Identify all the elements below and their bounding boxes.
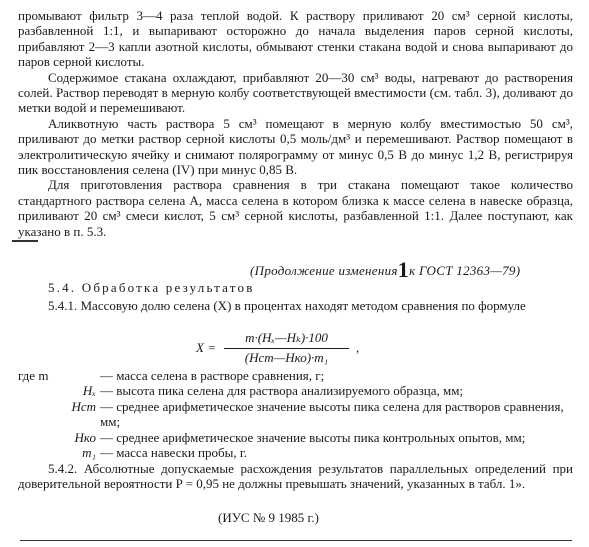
- definition-m: [18, 368, 573, 383]
- formula-lhs: X =: [196, 340, 216, 355]
- definition-symbol: Hко: [74, 429, 96, 445]
- upper-text-block: [18, 8, 573, 239]
- continuation-text: (Продолжение изменения: [250, 263, 398, 278]
- definition-text: — масса селена в растворе сравнения, г;: [100, 368, 325, 383]
- paragraph-5-4-2: 5.4.2. Абсолютные допускаемые расхождения результатов параллельных определений при доверительной вероятности P = 0,95 не должны превышать значений, указанных в табл. 1».: [18, 461, 573, 492]
- definition-symbol: где m: [18, 368, 49, 383]
- definition-text: — высота пика селена для раствора анализируемого образца, мм;: [100, 383, 464, 399]
- continuation-header: [250, 257, 521, 282]
- section-title: 5.4. Обработка результатов: [48, 280, 255, 295]
- formula-comma: ,: [356, 340, 360, 355]
- definition-hx: [18, 383, 573, 398]
- definition-symbol: Hₓ: [82, 383, 96, 399]
- fraction-bar: [224, 348, 349, 349]
- formula-numerator: m·(Hₓ—Hₖ)·100: [245, 330, 328, 345]
- definitions-list: [18, 368, 573, 460]
- amendment-number: 1: [397, 257, 410, 282]
- definition-m1: [18, 445, 573, 460]
- paragraph-aliquot: Аликвотную часть раствора 5 см³ помещают в мерную колбу вместимостью 50 см³, приливают до метки раствор серной кислоты 0,5 моль/дм³ и перемешивают. Раствор помещают в электролитическую ячейку и снимают полярограмму от минус 0,5 В до минус 1,2 В, регистрируя пик восстановления селена (IV) при минус 0,85 В.: [18, 115, 573, 178]
- footer-note: (ИУС № 9 1985 г.): [218, 510, 319, 525]
- short-divider: [12, 240, 38, 242]
- paragraph-5-4-1: 5.4.1. Массовую долю селена (X) в процентах находят методом сравнения по формуле: [48, 298, 526, 313]
- definition-hko: [18, 430, 573, 445]
- definition-symbol: m₁: [82, 445, 96, 461]
- paragraph-reference-solution: Для приготовления раствора сравнения в три стакана помещают такое количество стандартного раствора селена А, масса селена в котором близка к массе селена в навеске образца, приливают 20 см³ смеси кислот, 5 см³ серной кислоты, разбавленной 1:1. Далее поступают, как указано в п. 5.3.: [18, 177, 573, 239]
- continuation-suffix: к ГОСТ 12363—79): [409, 263, 521, 278]
- definition-text: — среднее арифметическое значение высоты пика селена для растворов сравнения, мм;: [100, 398, 564, 430]
- formula: [196, 328, 376, 368]
- definition-text: — масса навески пробы, г.: [100, 445, 247, 461]
- paragraph-cooling: Содержимое стакана охлаждают, прибавляют 20—30 см³ воды, нагревают до растворения солей. Раствор переводят в мерную колбу соответствующей вместимости (см. табл. 3), доливают до метки водой и перемешивают.: [18, 69, 573, 116]
- definition-symbol: Hст: [71, 398, 96, 414]
- paragraph-continued: промывают фильтр 3—4 раза теплой водой. К раствору приливают 20 см³ серной кислоты, разбавленной 1:1, и выпаривают осторожно до начала выделения паров серной кислоты, прибавляют 2—3 капли азотной кислоты, обмывают стенки стакана водой и снова выпаривают до паров серной кислоты.: [18, 8, 573, 70]
- definition-hst: [18, 399, 573, 430]
- bottom-divider: [20, 540, 572, 541]
- formula-denominator: (Hст—Hко)·m₁: [244, 350, 329, 365]
- definition-text: — среднее арифметическое значение высоты пика контрольных опытов, мм;: [100, 429, 526, 445]
